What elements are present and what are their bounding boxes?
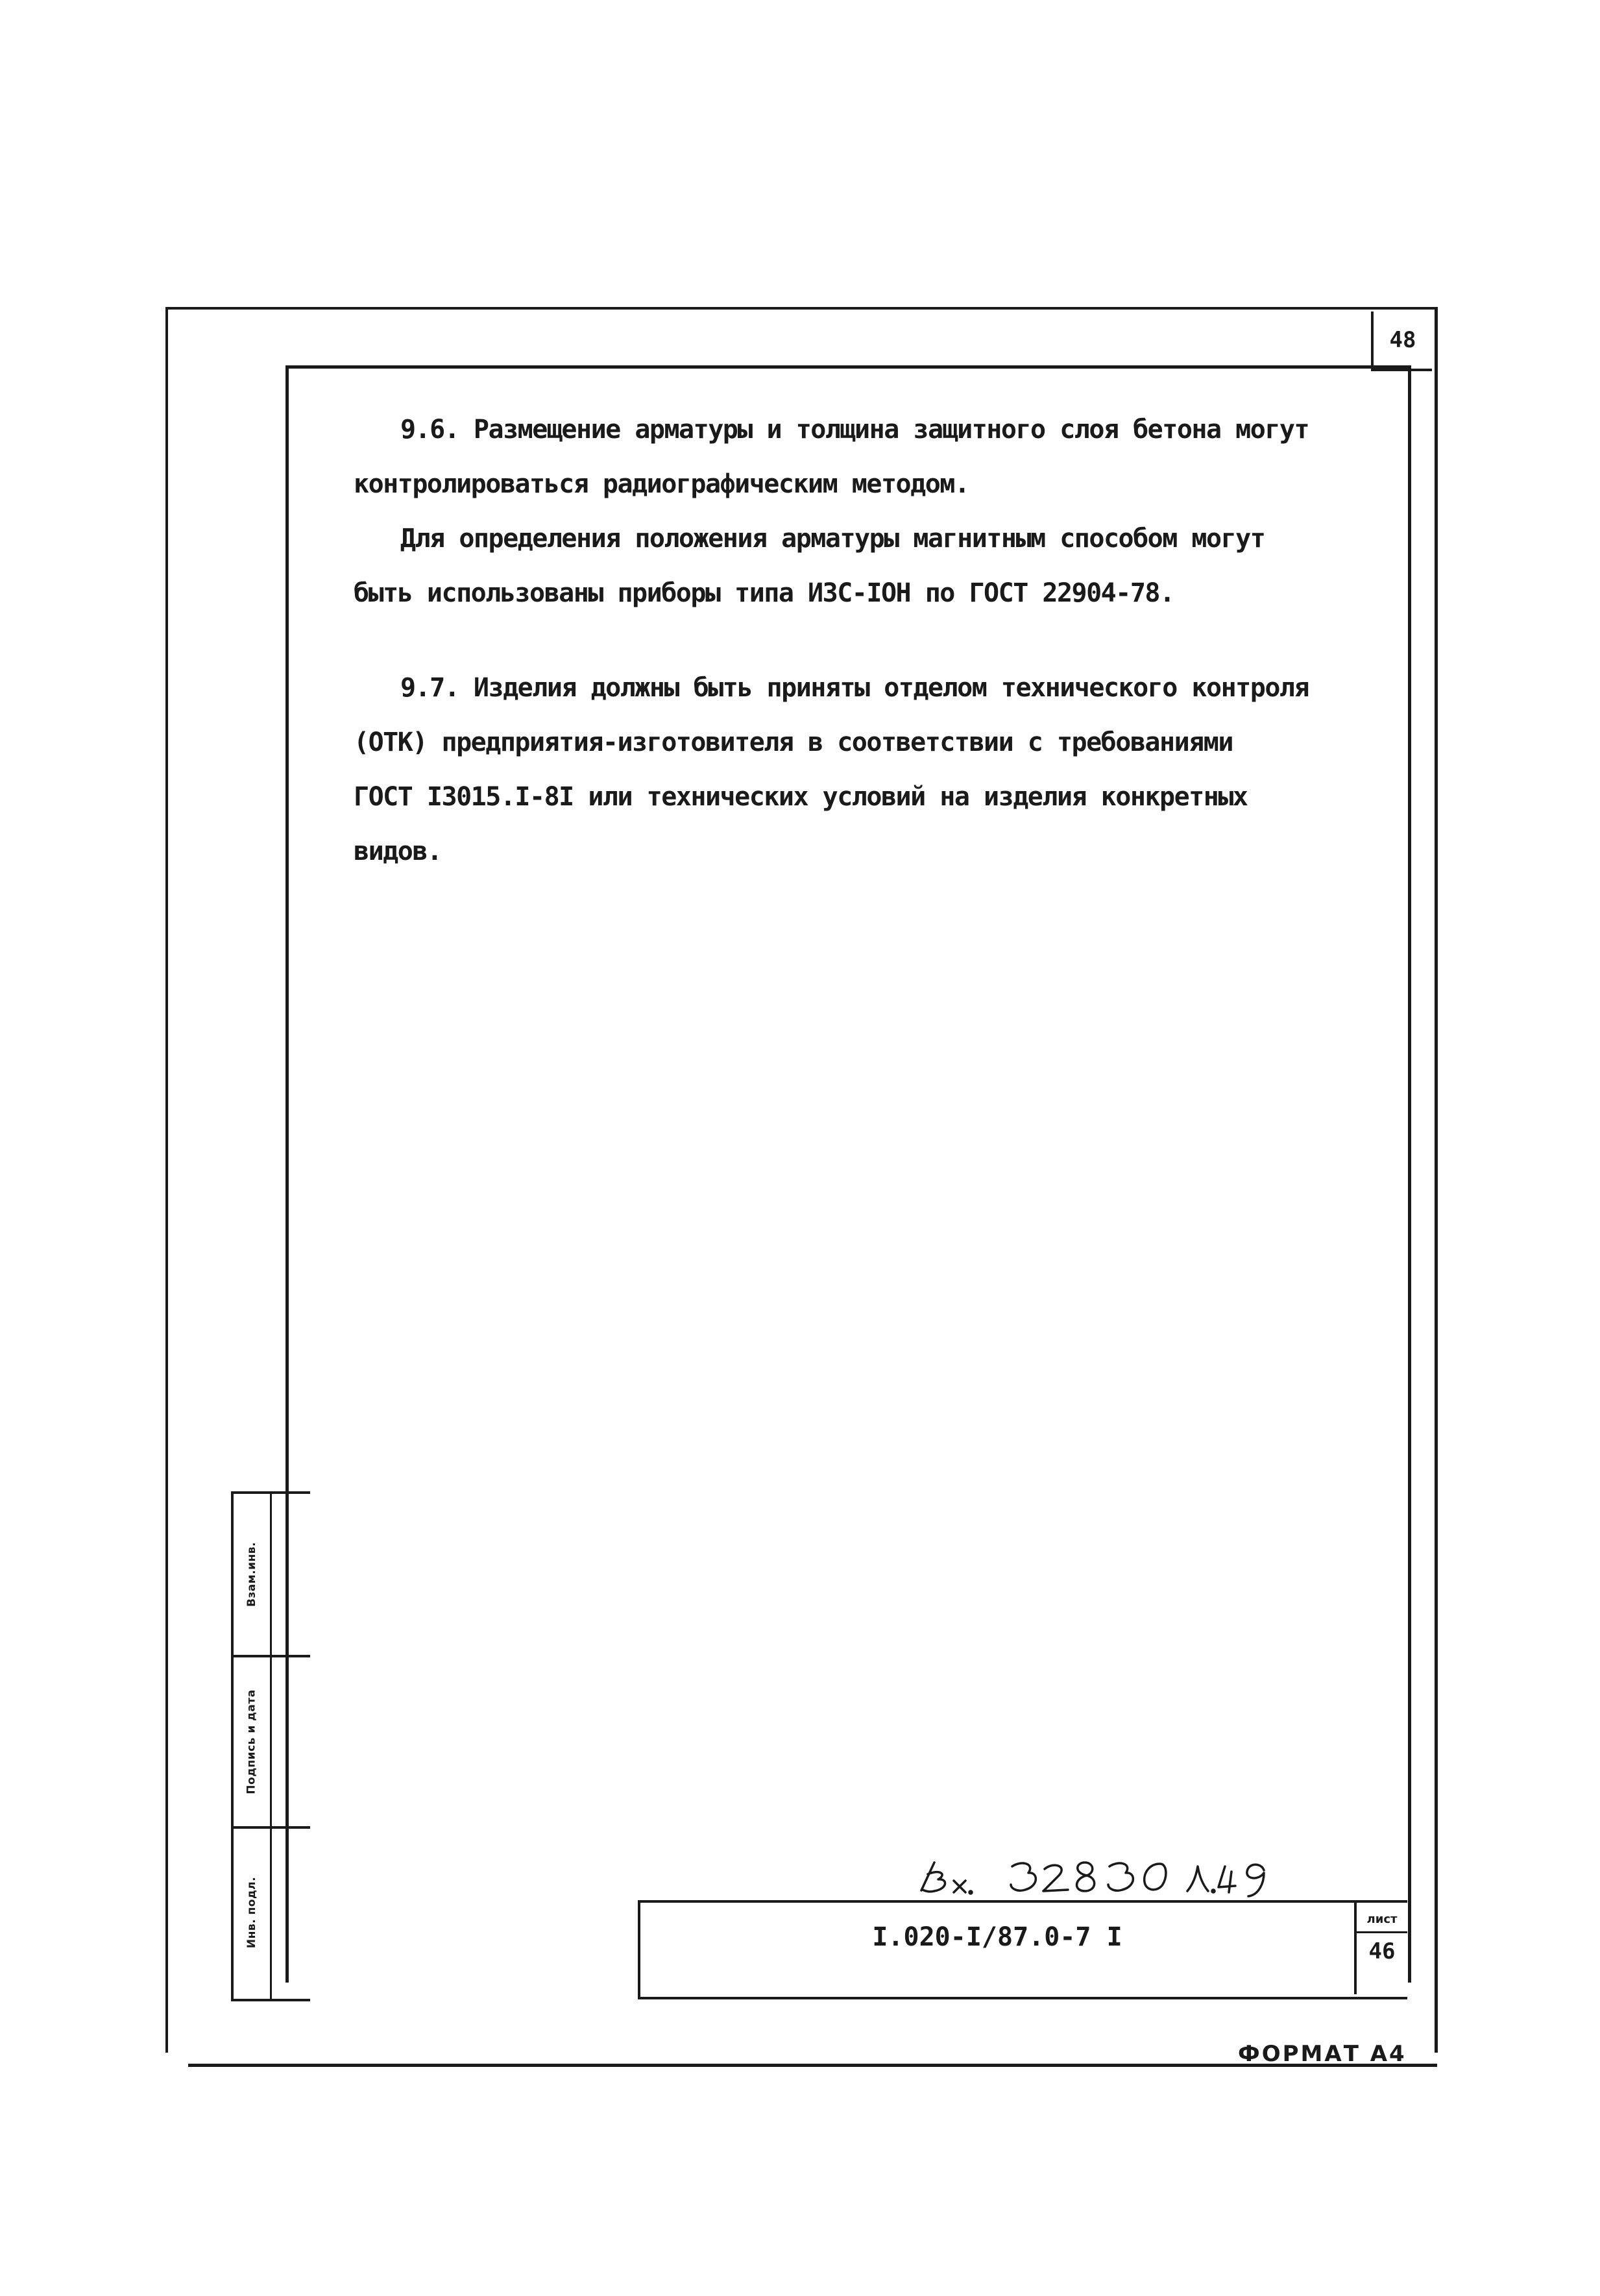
side-label-original-inventory: Инв. подл. <box>245 1876 259 1949</box>
title-block <box>638 1900 1407 1999</box>
text-line: 9.6. Размещение арматуры и толщина защитного слоя бетона могут <box>400 415 1309 445</box>
text-line: ГОСТ I3015.I-8I или технических условий на изделия конкретных <box>354 782 1248 812</box>
sheet-number: 46 <box>1368 1938 1396 1964</box>
text-line: быть использованы приборы типа ИЗС-IOН по ГОСТ 22904-78. <box>354 578 1174 608</box>
sheet-cell <box>1354 1903 1407 1994</box>
text-line: Для определения положения арматуры магнитным способом могут <box>400 524 1265 554</box>
top-sheet-number-value: 48 <box>1389 327 1416 353</box>
side-label-replacement: Взам.инв. <box>245 1541 259 1607</box>
handwritten-note <box>908 1855 1272 1900</box>
side-stamp <box>231 1491 310 2001</box>
side-label-signature-date: Подпись и дата <box>245 1689 258 1794</box>
text-line: 9.7. Изделия должны быть приняты отделом технического контроля <box>400 673 1309 703</box>
format-label: ФОРМАТ А4 <box>1238 2041 1407 2067</box>
text-line: видов. <box>354 837 442 866</box>
text-line: контролироваться радиографическим методом. <box>354 469 969 499</box>
text-line: (ОТК) предприятия-изготовителя в соответствии с требованиями <box>354 727 1233 757</box>
body-text <box>354 402 1379 879</box>
sheet-label: лист <box>1357 1908 1407 1933</box>
top-sheet-number <box>1371 311 1432 371</box>
document-code: I.020-I/87.0-7 I <box>872 1922 1122 1952</box>
